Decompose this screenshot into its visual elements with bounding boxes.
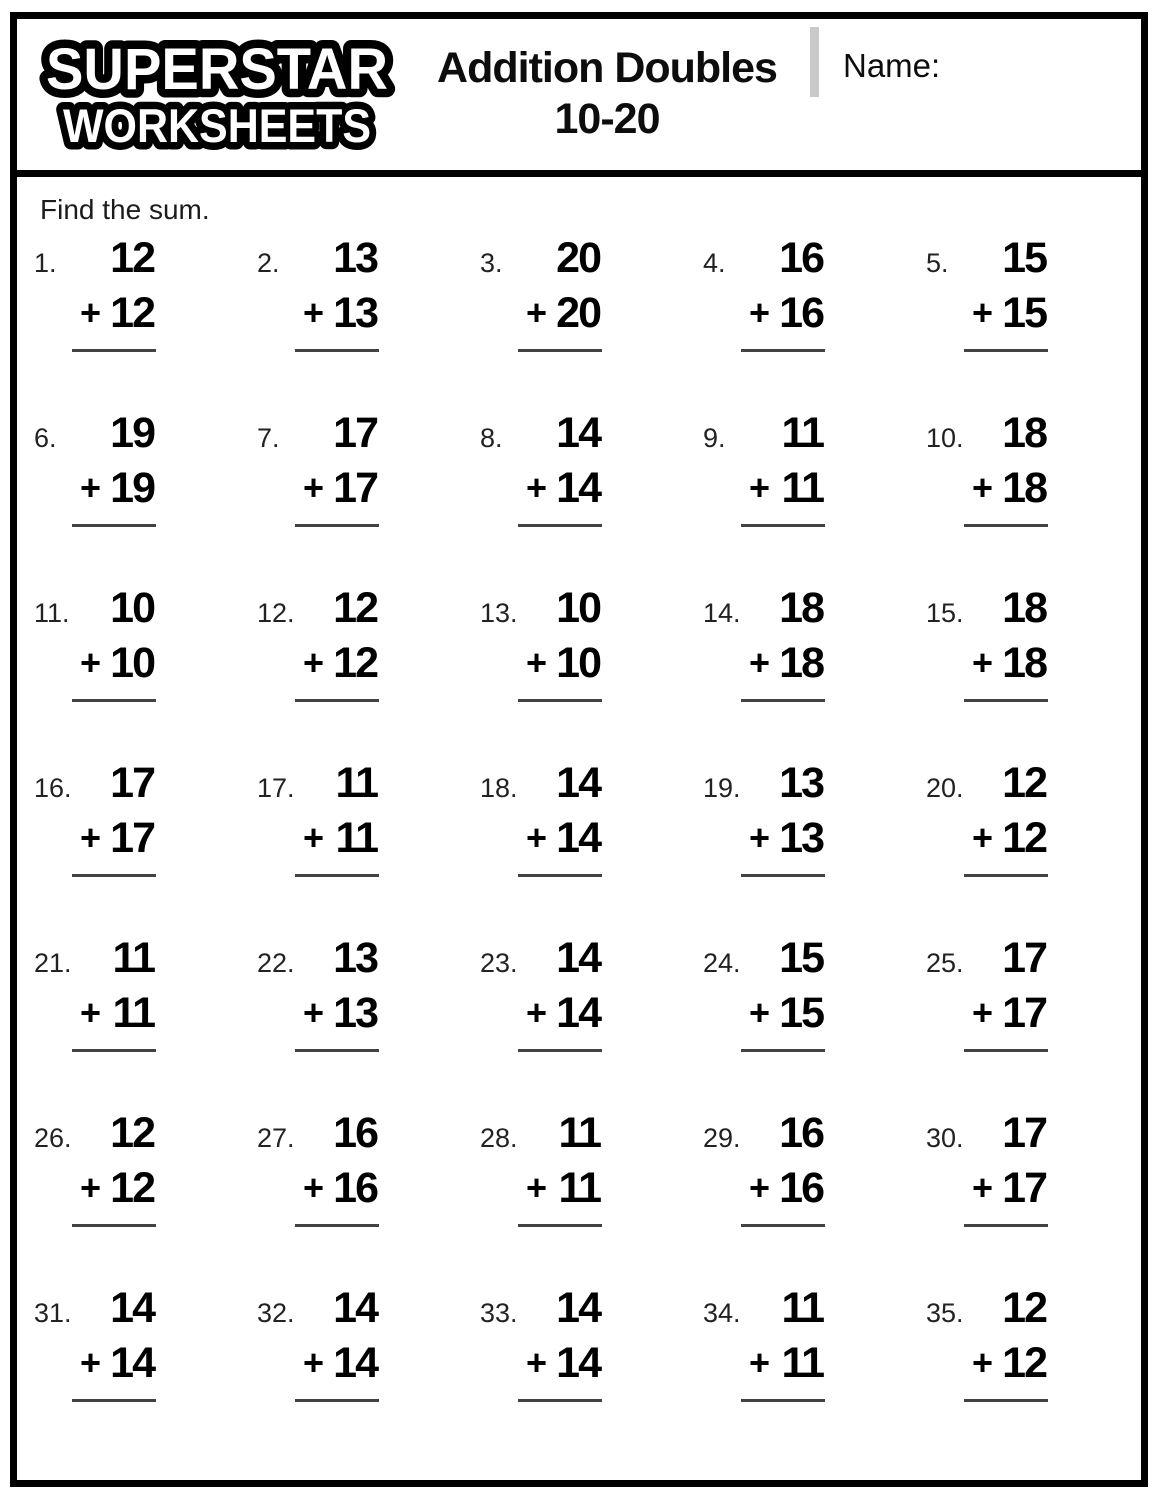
plus-operator-icon: +: [303, 467, 325, 508]
bottom-addend: 16: [779, 289, 823, 337]
top-addend: 13: [333, 934, 377, 982]
problem-number-label: 29.: [703, 1123, 741, 1153]
addition-problem: [926, 410, 1149, 585]
plus-operator-icon: +: [972, 817, 994, 858]
bottom-addend-row: [522, 465, 600, 511]
plus-operator-icon: +: [303, 1167, 325, 1208]
operand-block: [76, 585, 154, 702]
addition-problem: [34, 760, 257, 935]
addition-problem: [257, 410, 480, 585]
operand-block: [745, 585, 823, 702]
bottom-addend: 10: [110, 639, 154, 687]
answer-line: [964, 349, 1048, 352]
bottom-addend-row: [745, 640, 823, 686]
operand-block: [968, 1110, 1046, 1227]
answer-line: [964, 699, 1048, 702]
bottom-addend: 16: [779, 1164, 823, 1212]
problem-number-label: 27.: [257, 1123, 295, 1153]
worksheet-title: [387, 43, 827, 144]
answer-line: [518, 349, 602, 352]
logo-line2-text: WORKSHEETS: [63, 99, 371, 152]
bottom-addend: 18: [1002, 464, 1046, 512]
bottom-addend-row: [76, 1165, 154, 1211]
top-addend: 13: [779, 759, 823, 807]
name-divider-bar: [810, 27, 819, 97]
problem-number-label: 32.: [257, 1298, 295, 1328]
operand-block: [522, 760, 600, 877]
plus-operator-icon: +: [972, 292, 994, 333]
worksheet-title-line1: Addition Doubles: [437, 44, 777, 92]
answer-line: [295, 874, 379, 877]
bottom-addend-row: [299, 1340, 377, 1386]
answer-line: [741, 1399, 825, 1402]
plus-operator-icon: +: [303, 817, 325, 858]
addition-problem: [926, 760, 1149, 935]
plus-operator-icon: +: [526, 292, 548, 333]
worksheet-header: [17, 19, 1141, 177]
answer-line: [518, 1224, 602, 1227]
addition-problem: [703, 760, 926, 935]
bottom-addend: 14: [556, 989, 600, 1037]
addition-problem: [257, 235, 480, 410]
answer-line: [518, 1399, 602, 1402]
bottom-addend: 14: [333, 1339, 377, 1387]
plus-operator-icon: +: [526, 467, 548, 508]
operand-block: [76, 410, 154, 527]
answer-line: [72, 1399, 156, 1402]
answer-line: [72, 349, 156, 352]
bottom-addend: 10: [556, 639, 600, 687]
answer-line: [72, 1049, 156, 1052]
operand-block: [968, 935, 1046, 1052]
operand-block: [968, 410, 1046, 527]
name-area: [810, 27, 940, 97]
operand-block: [522, 585, 600, 702]
addition-problem: [34, 410, 257, 585]
top-addend: 18: [1002, 409, 1046, 457]
plus-operator-icon: +: [749, 642, 771, 683]
addition-problem: [34, 1110, 257, 1285]
plus-operator-icon: +: [80, 292, 102, 333]
problem-number-label: 35.: [926, 1298, 964, 1328]
bottom-addend-row: [299, 640, 377, 686]
answer-line: [72, 874, 156, 877]
answer-line: [741, 874, 825, 877]
plus-operator-icon: +: [80, 817, 102, 858]
problem-number-label: 20.: [926, 773, 964, 803]
answer-line: [295, 524, 379, 527]
top-addend: 14: [556, 934, 600, 982]
top-addend: 10: [110, 584, 154, 632]
operand-block: [745, 235, 823, 352]
bottom-addend-row: [522, 290, 600, 336]
problem-number-label: 23.: [480, 948, 518, 978]
bottom-addend-row: [968, 1165, 1046, 1211]
answer-line: [72, 524, 156, 527]
operand-block: [299, 410, 377, 527]
operand-block: [299, 235, 377, 352]
addition-problem: [703, 1110, 926, 1285]
problem-number-label: 19.: [703, 773, 741, 803]
bottom-addend: 18: [779, 639, 823, 687]
bottom-addend: 11: [781, 464, 823, 512]
top-addend: 17: [1002, 1109, 1046, 1157]
top-addend: 18: [1002, 584, 1046, 632]
top-addend: 13: [333, 234, 377, 282]
problem-number-label: 16.: [34, 773, 72, 803]
plus-operator-icon: +: [80, 467, 102, 508]
bottom-addend: 13: [779, 814, 823, 862]
operand-block: [968, 235, 1046, 352]
top-addend: 14: [556, 409, 600, 457]
problem-number-label: 6.: [34, 423, 57, 453]
answer-line: [72, 699, 156, 702]
answer-line: [741, 524, 825, 527]
bottom-addend-row: [299, 990, 377, 1036]
plus-operator-icon: +: [526, 992, 548, 1033]
bottom-addend: 17: [333, 464, 377, 512]
bottom-addend-row: [299, 290, 377, 336]
problem-number-label: 21.: [34, 948, 72, 978]
operand-block: [522, 1285, 600, 1402]
problem-number-label: 18.: [480, 773, 518, 803]
operand-block: [76, 935, 154, 1052]
operand-block: [745, 1285, 823, 1402]
answer-line: [964, 1224, 1048, 1227]
addition-problem: [926, 585, 1149, 760]
top-addend: 20: [556, 234, 600, 282]
addition-problem: [703, 410, 926, 585]
top-addend: 19: [110, 409, 154, 457]
problem-number-label: 10.: [926, 423, 964, 453]
answer-line: [741, 699, 825, 702]
bottom-addend-row: [745, 1165, 823, 1211]
bottom-addend: 12: [1002, 1339, 1046, 1387]
top-addend: 11: [558, 1109, 600, 1157]
operand-block: [522, 235, 600, 352]
operand-block: [745, 410, 823, 527]
plus-operator-icon: +: [749, 1342, 771, 1383]
top-addend: 11: [335, 759, 377, 807]
plus-operator-icon: +: [303, 992, 325, 1033]
addition-problem: [703, 585, 926, 760]
answer-line: [295, 1049, 379, 1052]
answer-line: [295, 1224, 379, 1227]
bottom-addend: 13: [333, 989, 377, 1037]
addition-problem: [257, 935, 480, 1110]
operand-block: [968, 760, 1046, 877]
top-addend: 11: [112, 934, 154, 982]
bottom-addend: 13: [333, 289, 377, 337]
bottom-addend-row: [522, 1340, 600, 1386]
addition-problem: [480, 585, 703, 760]
operand-block: [299, 1110, 377, 1227]
bottom-addend-row: [968, 640, 1046, 686]
plus-operator-icon: +: [80, 1167, 102, 1208]
bottom-addend-row: [299, 465, 377, 511]
operand-block: [968, 585, 1046, 702]
answer-line: [518, 1049, 602, 1052]
operand-block: [76, 235, 154, 352]
addition-problem: [926, 1110, 1149, 1285]
operand-block: [299, 935, 377, 1052]
problem-number-label: 26.: [34, 1123, 72, 1153]
plus-operator-icon: +: [526, 1167, 548, 1208]
answer-line: [964, 524, 1048, 527]
bottom-addend-row: [76, 465, 154, 511]
bottom-addend-row: [968, 990, 1046, 1036]
plus-operator-icon: +: [972, 992, 994, 1033]
problem-number-label: 31.: [34, 1298, 72, 1328]
answer-line: [518, 699, 602, 702]
bottom-addend-row: [299, 1165, 377, 1211]
addition-problem: [34, 235, 257, 410]
addition-problem: [257, 760, 480, 935]
answer-line: [741, 1049, 825, 1052]
bottom-addend: 15: [1002, 289, 1046, 337]
addition-problem: [480, 760, 703, 935]
bottom-addend-row: [76, 290, 154, 336]
problem-number-label: 30.: [926, 1123, 964, 1153]
instruction-text: Find the sum.: [40, 194, 210, 225]
problem-number-label: 2.: [257, 248, 280, 278]
problem-number-label: 8.: [480, 423, 503, 453]
plus-operator-icon: +: [972, 642, 994, 683]
operand-block: [76, 1110, 154, 1227]
top-addend: 15: [779, 934, 823, 982]
operand-block: [299, 585, 377, 702]
plus-operator-icon: +: [972, 467, 994, 508]
addition-problem: [257, 1110, 480, 1285]
answer-line: [518, 874, 602, 877]
name-label: Name:: [843, 47, 941, 84]
addition-problem: [257, 585, 480, 760]
problem-number-label: 15.: [926, 598, 964, 628]
superstar-worksheets-logo: [25, 25, 407, 165]
bottom-addend-row: [299, 815, 377, 861]
worksheet-body: [17, 177, 1141, 1460]
bottom-addend: 11: [781, 1339, 823, 1387]
addition-problem: [480, 235, 703, 410]
problem-number-label: 24.: [703, 948, 741, 978]
addition-problem: [926, 235, 1149, 410]
answer-line: [518, 524, 602, 527]
bottom-addend-row: [968, 815, 1046, 861]
top-addend: 14: [556, 1284, 600, 1332]
problem-number-label: 22.: [257, 948, 295, 978]
bottom-addend-row: [522, 815, 600, 861]
answer-line: [741, 349, 825, 352]
top-addend: 12: [110, 234, 154, 282]
addition-problem: [34, 585, 257, 760]
worksheet-page: [10, 12, 1148, 1487]
bottom-addend: 20: [556, 289, 600, 337]
plus-operator-icon: +: [749, 992, 771, 1033]
bottom-addend: 11: [112, 989, 154, 1037]
problem-number-label: 34.: [703, 1298, 741, 1328]
addition-problem: [34, 935, 257, 1110]
problem-number-label: 17.: [257, 773, 295, 803]
top-addend: 12: [1002, 759, 1046, 807]
problem-number-label: 9.: [703, 423, 726, 453]
plus-operator-icon: +: [303, 1342, 325, 1383]
bottom-addend: 12: [333, 639, 377, 687]
bottom-addend-row: [522, 990, 600, 1036]
bottom-addend: 14: [556, 814, 600, 862]
top-addend: 17: [333, 409, 377, 457]
top-addend: 11: [781, 409, 823, 457]
operand-block: [968, 1285, 1046, 1402]
top-addend: 14: [556, 759, 600, 807]
worksheet-title-line2: 10-20: [554, 94, 660, 143]
operand-block: [76, 760, 154, 877]
answer-line: [964, 874, 1048, 877]
top-addend: 16: [779, 234, 823, 282]
bottom-addend-row: [522, 1165, 600, 1211]
problem-number-label: 3.: [480, 248, 503, 278]
bottom-addend-row: [968, 290, 1046, 336]
bottom-addend: 14: [556, 464, 600, 512]
answer-line: [964, 1049, 1048, 1052]
bottom-addend: 18: [1002, 639, 1046, 687]
problem-number-label: 25.: [926, 948, 964, 978]
bottom-addend-row: [522, 640, 600, 686]
plus-operator-icon: +: [303, 292, 325, 333]
bottom-addend: 12: [110, 1164, 154, 1212]
top-addend: 14: [333, 1284, 377, 1332]
top-addend: 12: [110, 1109, 154, 1157]
top-addend: 17: [1002, 934, 1046, 982]
plus-operator-icon: +: [80, 1342, 102, 1383]
problem-number-label: 1.: [34, 248, 57, 278]
top-addend: 17: [110, 759, 154, 807]
plus-operator-icon: +: [749, 1167, 771, 1208]
problem-number-label: 4.: [703, 248, 726, 278]
bottom-addend: 11: [335, 814, 377, 862]
bottom-addend: 17: [1002, 989, 1046, 1037]
problem-number-label: 33.: [480, 1298, 518, 1328]
bottom-addend-row: [745, 990, 823, 1036]
bottom-addend: 19: [110, 464, 154, 512]
plus-operator-icon: +: [749, 292, 771, 333]
top-addend: 11: [781, 1284, 823, 1332]
top-addend: 12: [1002, 1284, 1046, 1332]
addition-problem: [703, 235, 926, 410]
top-addend: 16: [779, 1109, 823, 1157]
problem-number-label: 5.: [926, 248, 949, 278]
problem-number-label: 12.: [257, 598, 295, 628]
bottom-addend-row: [745, 1340, 823, 1386]
top-addend: 14: [110, 1284, 154, 1332]
addition-problem: [257, 1285, 480, 1460]
top-addend: 12: [333, 584, 377, 632]
operand-block: [76, 1285, 154, 1402]
bottom-addend-row: [745, 290, 823, 336]
operand-block: [745, 935, 823, 1052]
top-addend: 18: [779, 584, 823, 632]
addition-problem: [480, 410, 703, 585]
answer-line: [741, 1224, 825, 1227]
plus-operator-icon: +: [303, 642, 325, 683]
bottom-addend-row: [76, 990, 154, 1036]
bottom-addend-row: [968, 1340, 1046, 1386]
top-addend: 15: [1002, 234, 1046, 282]
plus-operator-icon: +: [972, 1167, 994, 1208]
operand-block: [745, 760, 823, 877]
problem-number-label: 7.: [257, 423, 280, 453]
bottom-addend: 17: [1002, 1164, 1046, 1212]
bottom-addend: 14: [110, 1339, 154, 1387]
bottom-addend: 11: [558, 1164, 600, 1212]
top-addend: 16: [333, 1109, 377, 1157]
bottom-addend-row: [745, 465, 823, 511]
bottom-addend: 12: [110, 289, 154, 337]
bottom-addend: 16: [333, 1164, 377, 1212]
addition-problem: [34, 1285, 257, 1460]
answer-line: [295, 699, 379, 702]
answer-line: [72, 1224, 156, 1227]
plus-operator-icon: +: [972, 1342, 994, 1383]
operand-block: [299, 1285, 377, 1402]
addition-problem: [703, 935, 926, 1110]
bottom-addend-row: [968, 465, 1046, 511]
problem-number-label: 11.: [34, 598, 70, 628]
answer-line: [295, 349, 379, 352]
addition-problem: [480, 1110, 703, 1285]
addition-problem: [926, 1285, 1149, 1460]
top-addend: 10: [556, 584, 600, 632]
bottom-addend-row: [76, 1340, 154, 1386]
problem-number-label: 13.: [480, 598, 518, 628]
plus-operator-icon: +: [749, 467, 771, 508]
plus-operator-icon: +: [80, 642, 102, 683]
operand-block: [522, 935, 600, 1052]
addition-problem: [480, 935, 703, 1110]
operand-block: [522, 410, 600, 527]
problem-number-label: 14.: [703, 598, 741, 628]
answer-line: [295, 1399, 379, 1402]
problem-number-label: 28.: [480, 1123, 518, 1153]
plus-operator-icon: +: [526, 642, 548, 683]
bottom-addend: 14: [556, 1339, 600, 1387]
problems-grid: [34, 235, 1141, 1460]
answer-line: [964, 1399, 1048, 1402]
operand-block: [745, 1110, 823, 1227]
bottom-addend-row: [76, 640, 154, 686]
plus-operator-icon: +: [526, 1342, 548, 1383]
bottom-addend-row: [76, 815, 154, 861]
plus-operator-icon: +: [526, 817, 548, 858]
bottom-addend-row: [745, 815, 823, 861]
operand-block: [299, 760, 377, 877]
addition-problem: [926, 935, 1149, 1110]
bottom-addend: 17: [110, 814, 154, 862]
addition-problem: [703, 1285, 926, 1460]
operand-block: [522, 1110, 600, 1227]
logo-line1-text: SUPERSTAR: [46, 37, 388, 102]
bottom-addend: 12: [1002, 814, 1046, 862]
plus-operator-icon: +: [749, 817, 771, 858]
plus-operator-icon: +: [80, 992, 102, 1033]
addition-problem: [480, 1285, 703, 1460]
bottom-addend: 15: [779, 989, 823, 1037]
